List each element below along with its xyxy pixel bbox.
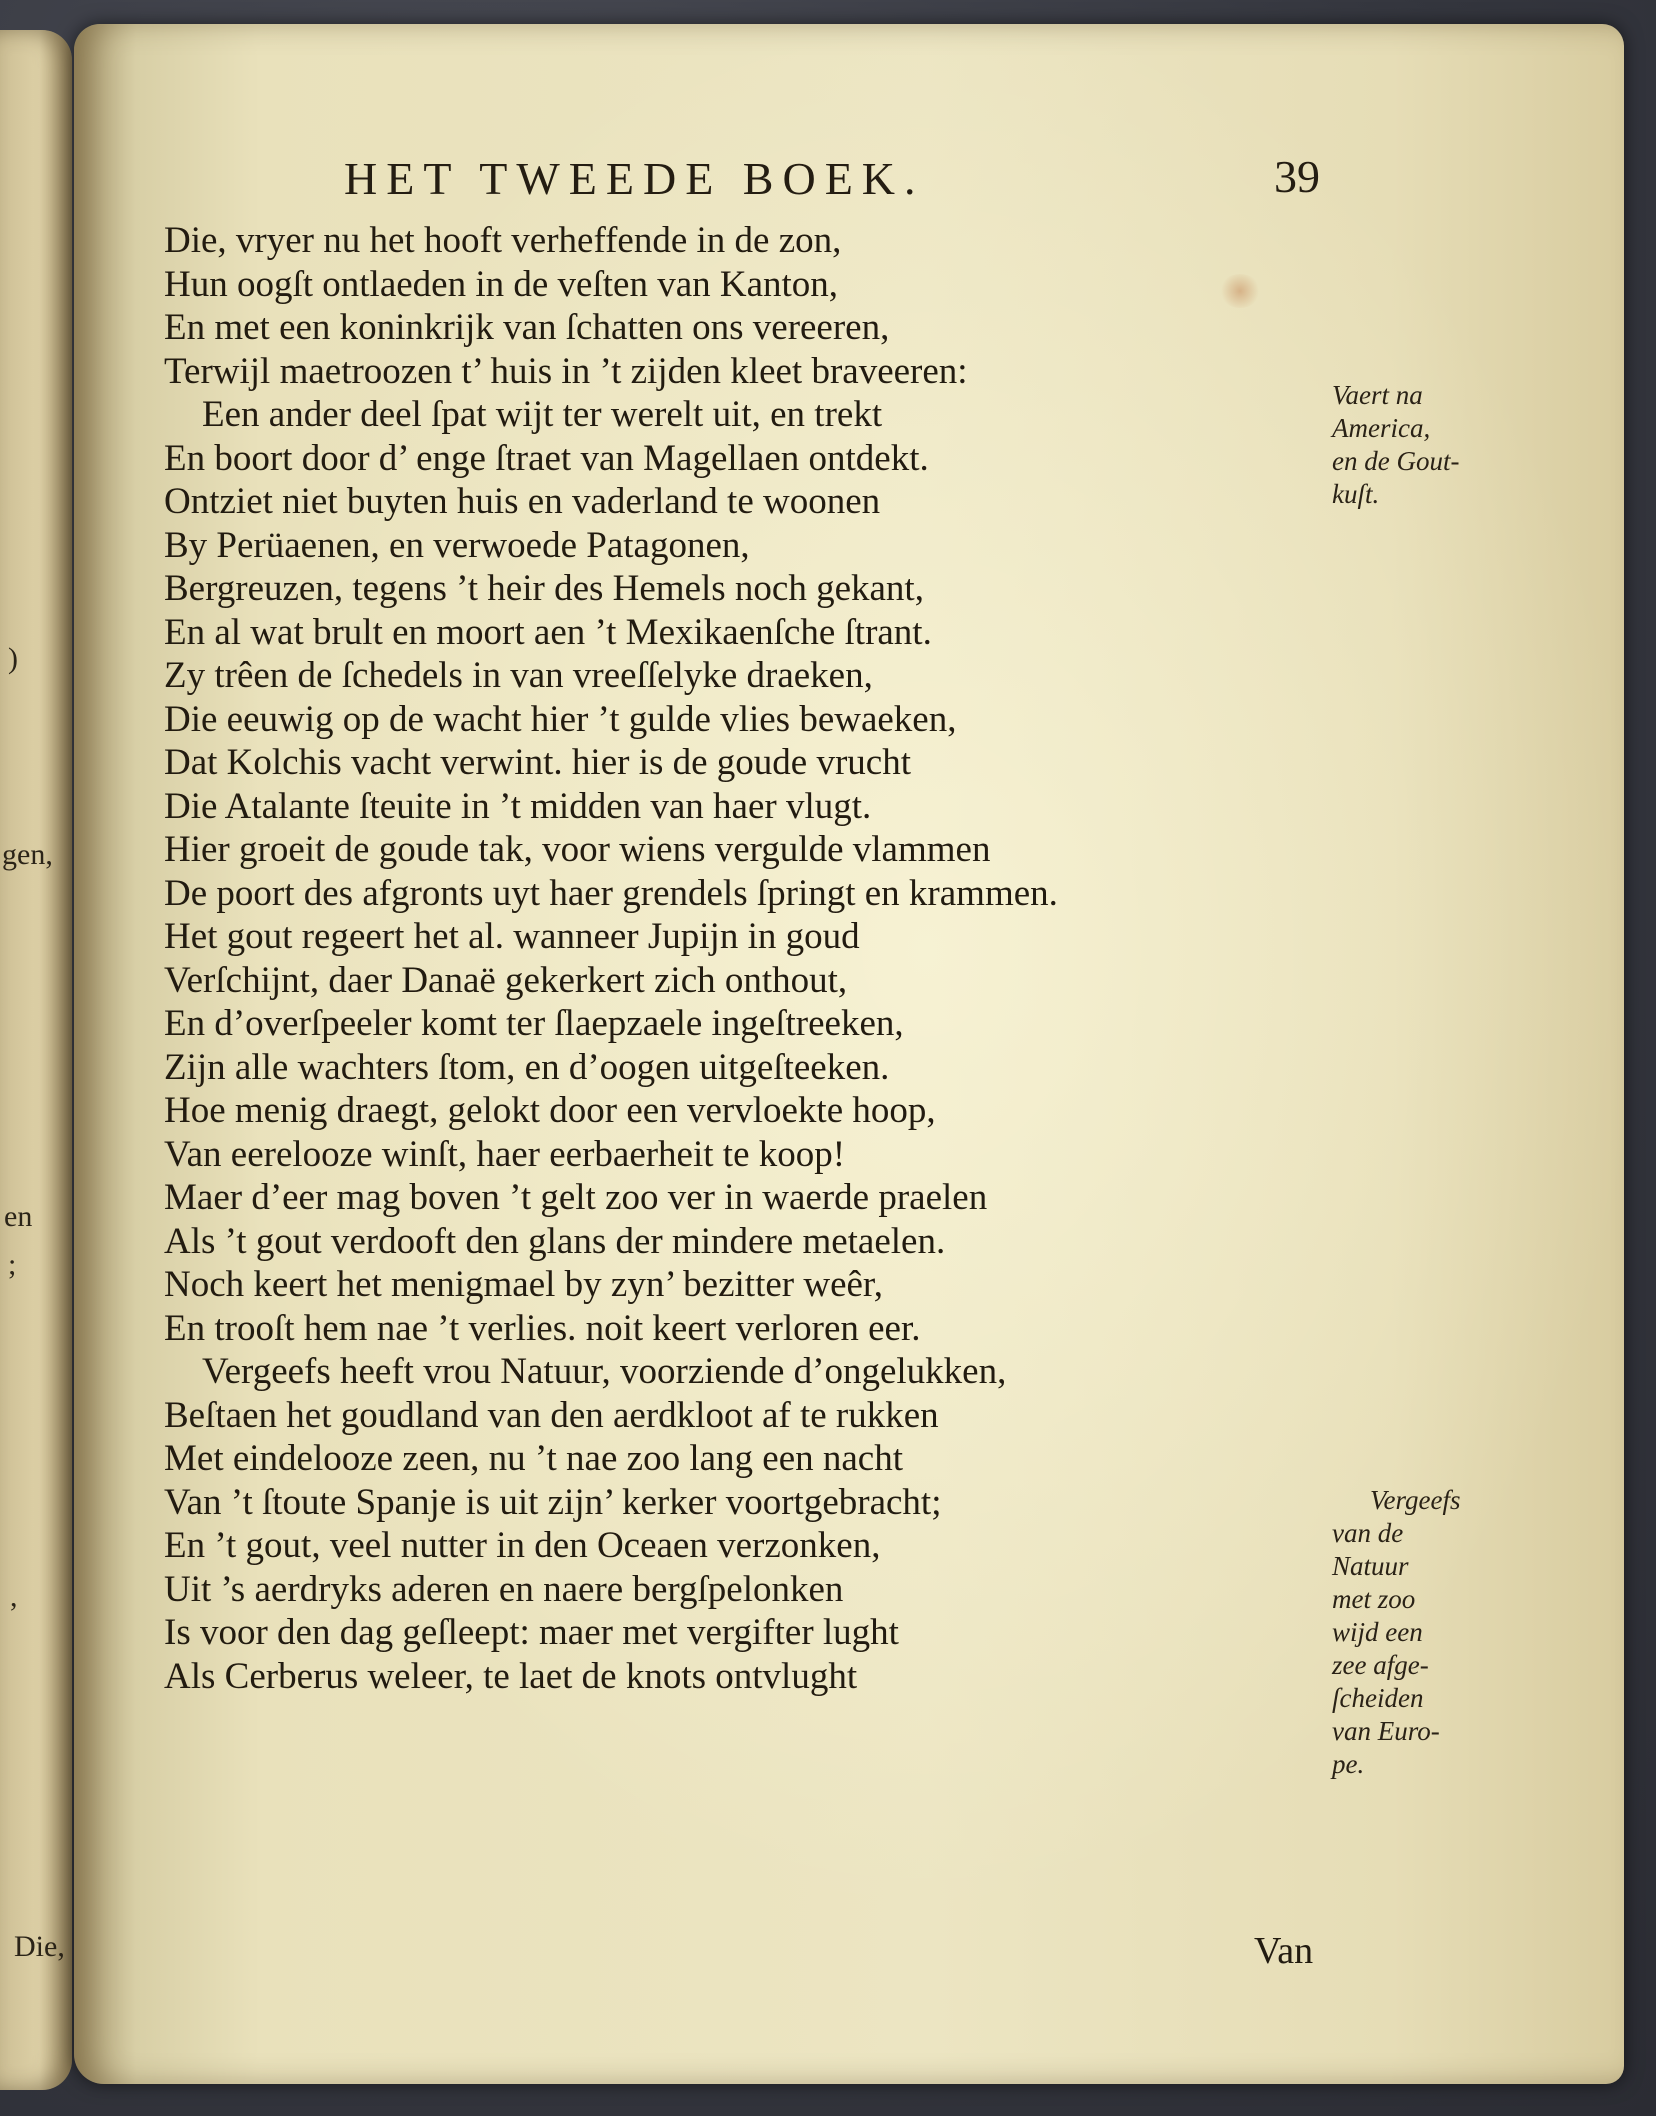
verse-line: Een ander deel ſpat wijt ter werelt uit, en trekt [202, 394, 883, 435]
verse-line: Als Cerberus weleer, te laet de knots ontvlught [164, 1655, 858, 1697]
page-number: 39 [1274, 151, 1320, 202]
verse-line: Die, vryer nu het hooft verheffende in de zon, [164, 220, 842, 261]
facing-page-fragment: ; [8, 1248, 17, 1281]
verse-line: Zy trêen de ſchedels in van vreeſſelyke draeken, [164, 655, 873, 696]
margin-note-line: Vergeefs [1370, 1485, 1461, 1515]
verse-line: Bergreuzen, tegens ’t heir des Hemels noch gekant, [164, 568, 924, 609]
verse-line: Hun oogſt ontlaeden in de veſten van Kanton, [164, 263, 839, 305]
verse-line: En boort door d’ enge ſtraet van Magellaen ontdekt. [164, 437, 929, 479]
verse-line: En met een koninkrijk van ſchatten ons vereeren, [164, 307, 890, 348]
margin-note-line: ſcheiden [1332, 1683, 1424, 1713]
facing-page-left [0, 30, 72, 2090]
verse-line: De poort des afgronts uyt haer grendels ſpringt en krammen. [164, 872, 1058, 914]
verse-line: En ’t gout, veel nutter in den Oceaen verzonken, [164, 1525, 881, 1566]
verse-line: By Perüaenen, en verwoede Patagonen, [164, 524, 750, 566]
verse-line: Noch keert het menigmael by zyn’ bezitter weêr, [164, 1264, 884, 1305]
verse-line: Is voor den dag geſleept: maer met vergifter lught [164, 1612, 899, 1653]
verse-line: Beſtaen het goudland van den aerdkloot af te rukken [164, 1394, 939, 1436]
verse-line: Van ’t ſtoute Spanje is uit zijn’ kerker voortgebracht; [164, 1481, 942, 1523]
catchword: Van [1254, 1930, 1314, 1972]
margin-note-line: zee afge- [1332, 1650, 1429, 1680]
running-head: HET TWEEDE BOEK. [344, 153, 925, 204]
book-page [74, 24, 1624, 2084]
verse-line: En trooſt hem nae ’t verlies. noit keert verloren eer. [164, 1307, 921, 1349]
facing-page-fragment: en [4, 1200, 33, 1233]
verse-line: Maer d’eer mag boven ’t gelt zoo ver in waerde praelen [164, 1177, 988, 1218]
verse-line: En d’overſpeeler komt ter ſlaepzaele ingeſtreeken, [164, 1003, 904, 1044]
margin-note-line: en de Gout- [1332, 446, 1460, 476]
verse-line: Terwijl maetroozen t’ huis in ’t zijden kleet braveeren: [164, 350, 968, 392]
margin-note-line: pe. [1332, 1749, 1365, 1779]
facing-page-fragment: gen, [2, 838, 53, 871]
margin-note-line: kuſt. [1332, 479, 1380, 509]
verse-text [164, 219, 1344, 1698]
verse-line: Hier groeit de goude tak, voor wiens vergulde vlammen [164, 829, 991, 870]
verse-line: Die Atalante ſteuite in ’t midden van haer vlugt. [164, 785, 872, 827]
margin-note-line: van Euro- [1332, 1716, 1440, 1746]
verse-line: Uit ’s aerdryks aderen en naere bergſpelonken [164, 1568, 844, 1610]
margin-note-line: Natuur [1332, 1551, 1409, 1581]
verse-line: Het gout regeert het al. wanneer Jupijn in goud [164, 916, 860, 957]
verse-line: Vergeefs heeft vrou Natuur, voorziende d’ongelukken, [202, 1351, 1007, 1392]
margin-note-line: wijd een [1332, 1617, 1423, 1647]
margin-note-line: van de [1332, 1518, 1404, 1548]
margin-note-line: Vaert na [1332, 380, 1423, 410]
facing-page-fragment: ) [8, 642, 18, 675]
verse-line: Van eerelooze winſt, haer eerbaerheit te koop! [164, 1133, 846, 1175]
verse-line: En al wat brult en moort aen ’t Mexikaenſche ſtrant. [164, 611, 932, 653]
verse-line: Zijn alle wachters ſtom, en d’oogen uitgeſteeken. [164, 1046, 890, 1088]
margin-note-line: America, [1332, 413, 1431, 443]
facing-page-fragment: , [10, 1580, 18, 1613]
margin-note-natuur [1332, 1484, 1460, 1781]
facing-page-catchword: Die, [14, 1930, 65, 1963]
verse-line: Die eeuwig op de wacht hier ’t gulde vlies bewaeken, [164, 698, 957, 740]
verse-line: Verſchijnt, daer Danaë gekerkert zich onthout, [164, 959, 848, 1001]
margin-note-line: met zoo [1332, 1584, 1416, 1614]
verse-line: Ontziet niet buyten huis en vaderland te woonen [164, 481, 881, 522]
verse-line: Hoe menig draegt, gelokt door een vervloekte hoop, [164, 1090, 936, 1131]
verse-line: Met eindelooze zeen, nu ’t nae zoo lang een nacht [164, 1438, 903, 1479]
verse-line: Als ’t gout verdooft den glans der mindere metaelen. [164, 1220, 946, 1262]
verse-line: Dat Kolchis vacht verwint. hier is de goude vrucht [164, 742, 911, 783]
margin-note-america [1332, 379, 1459, 511]
